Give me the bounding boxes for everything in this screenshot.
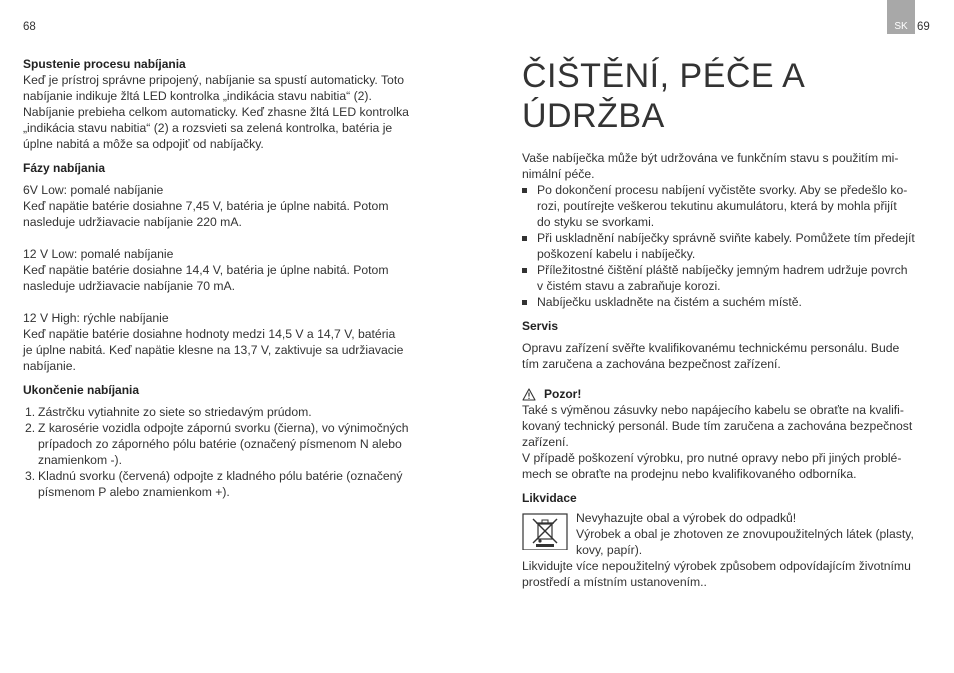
text-line: 6V Low: pomalé nabíjanie: [23, 183, 164, 197]
text-line: nabíjanie indikuje žltá LED kontrolka „indikácia stavu nabitia“ (2).: [23, 89, 372, 103]
text-line: Nabíječku uskladněte na čistém a suchém místě.: [537, 295, 802, 309]
text-line: V případě poškození výrobku, pro nutné opravy nebo při jiných problé-: [522, 451, 902, 465]
text-line: Nabíjanie prebieha celkom automaticky. Keď zhasne žltá LED kontrolka: [23, 105, 409, 119]
warning-text: [522, 402, 934, 482]
text-line: Kladnú svorku (červená) odpojte z kladného pólu batérie (označený: [38, 469, 403, 483]
phase-12v-high: [23, 310, 433, 374]
text-line: Opravu zařízení svěřte kvalifikovanému technickému personálu. Bude: [522, 341, 900, 355]
left-column: [23, 56, 433, 500]
text-line: Keď napätie batérie dosiahne 14,4 V, batéria je úplne nabitá. Potom: [23, 263, 389, 277]
intro-text: [522, 150, 934, 182]
disposal-bottom-text: [522, 558, 934, 590]
warning-heading: Pozor!: [544, 387, 582, 401]
text-line: kovy, papír).: [576, 543, 643, 557]
list-item: [23, 420, 433, 468]
text-line: Nevyhazujte obal a výrobek do odpadků!: [576, 511, 797, 525]
disposal-side-text: [576, 510, 914, 558]
page-number-right: 69: [917, 21, 930, 33]
bullet-square-icon: [522, 188, 527, 193]
right-column: [522, 56, 934, 590]
list-item: [23, 468, 433, 500]
section-heading-likvidace: Likvidace: [522, 491, 577, 505]
text-line: Keď napätie batérie dosiahne 7,45 V, batéria je úplne nabitá. Potom: [23, 199, 389, 213]
charging-end-steps: [23, 404, 433, 500]
language-tab: SK: [887, 0, 915, 34]
bullet-square-icon: [522, 236, 527, 241]
text-line: Keď je prístroj správne pripojený, nabíjanie sa spustí automaticky. Toto: [23, 73, 404, 87]
text-line: nabíjanie.: [23, 359, 76, 373]
text-line: Příležitostné čištění pláště nabíječky jemným hadrem udržuje povrch: [537, 263, 908, 277]
crossed-out-wheelie-bin-icon: [522, 512, 568, 550]
section-heading-servis: Servis: [522, 319, 559, 333]
text-line: Z karosérie vozidla odpojte zápornú svorku (čierna), vo výnimočných: [38, 421, 409, 435]
text-line: prostředí a místním ustanovením..: [522, 575, 707, 589]
bullet-square-icon: [522, 268, 527, 273]
disposal-block: [522, 510, 934, 558]
text-line: poškození kabelu i nabíječky.: [537, 247, 696, 261]
text-line: mech se obraťte na prodejnu nebo kvalifikovaného odborníka.: [522, 467, 857, 481]
text-line: 12 V Low: pomalé nabíjanie: [23, 247, 174, 261]
text-line: Zástrčku vytiahnite zo siete so striedavým prúdom.: [38, 405, 312, 419]
text-line: zařízení.: [522, 435, 569, 449]
list-item: [522, 230, 934, 262]
warning-triangle-icon: [522, 388, 536, 401]
text-line: nasleduje udržiavacie nabíjanie 220 mA.: [23, 215, 242, 229]
text-line: Výrobek a obal je zhotoven ze znovupoužitelných látek (plasty,: [576, 527, 914, 541]
text-line: nimální péče.: [522, 167, 595, 181]
text-line: je úplne nabitá. Keď napätie klesne na 13,7 V, zaktivuje sa udržiavacie: [23, 343, 404, 357]
text-line: tím zaručena a zachována bezpečnost zařízení.: [522, 357, 781, 371]
list-item: [522, 262, 934, 294]
text-line: do styku se svorkami.: [537, 215, 655, 229]
text-line: nasleduje udržiavacie nabíjanie 70 mA.: [23, 279, 236, 293]
text-line: Po dokončení procesu nabíjení vyčistěte svorky. Aby se předešlo ko-: [537, 183, 908, 197]
warning-heading-row: [522, 386, 934, 402]
text-line: úplne nabitá a môže sa odpojiť od nabíjačky.: [23, 137, 264, 151]
phase-6v-low: [23, 182, 433, 230]
text-line: Keď napätie batérie dosiahne hodnoty medzi 14,5 V a 14,7 V, batéria: [23, 327, 396, 341]
text-line: v čistém stavu a zabraňuje korozi.: [537, 279, 721, 293]
text-line: prípadoch zo záporného pólu batérie (označený písmenom N alebo: [38, 437, 402, 451]
list-item: [23, 404, 433, 420]
step-number: 1.: [25, 405, 36, 419]
text-line: písmenom P alebo znamienkom +).: [38, 485, 230, 499]
text-line: 12 V High: rýchle nabíjanie: [23, 311, 169, 325]
text-line: Při uskladnění nabíječky správně sviňte kabely. Pomůžete tím předejít: [537, 231, 915, 245]
section-heading-charging-phases: Fázy nabíjania: [23, 161, 106, 175]
section-heading-charging-end: Ukončenie nabíjania: [23, 383, 140, 397]
bullet-square-icon: [522, 300, 527, 305]
list-item: [522, 294, 934, 310]
charging-start-text: [23, 72, 433, 152]
list-item: [522, 182, 934, 230]
text-line: Likvidujte více nepoužitelný výrobek způsobem odpovídajícím životnímu: [522, 559, 911, 573]
section-heading-charging-start: Spustenie procesu nabíjania: [23, 57, 186, 71]
care-bullet-list: [522, 182, 934, 310]
text-line: znamienkom -).: [38, 453, 122, 467]
text-line: kovaný technický personál. Bude tím zaručena a zachována bezpečnost: [522, 419, 913, 433]
text-line: rozi, poutírejte veškerou tekutinu akumulátoru, která by mohla přijít: [537, 199, 897, 213]
step-number: 3.: [25, 469, 36, 483]
text-line: Vaše nabíječka může být udržována ve funkčním stavu s použitím mi-: [522, 151, 899, 165]
page-number-left: 68: [23, 21, 36, 33]
servis-text: [522, 340, 934, 372]
step-number: 2.: [25, 421, 36, 435]
text-line: „indikácia stavu nabitia“ (2) a rozsvieti sa zelená kontrolka, batéria je: [23, 121, 393, 135]
page-title: ČIŠTĚNÍ, PÉČE A ÚDRŽBA: [522, 57, 804, 135]
text-line: Také s výměnou zásuvky nebo napájecího kabelu se obraťte na kvalifi-: [522, 403, 904, 417]
phase-12v-low: [23, 246, 433, 294]
